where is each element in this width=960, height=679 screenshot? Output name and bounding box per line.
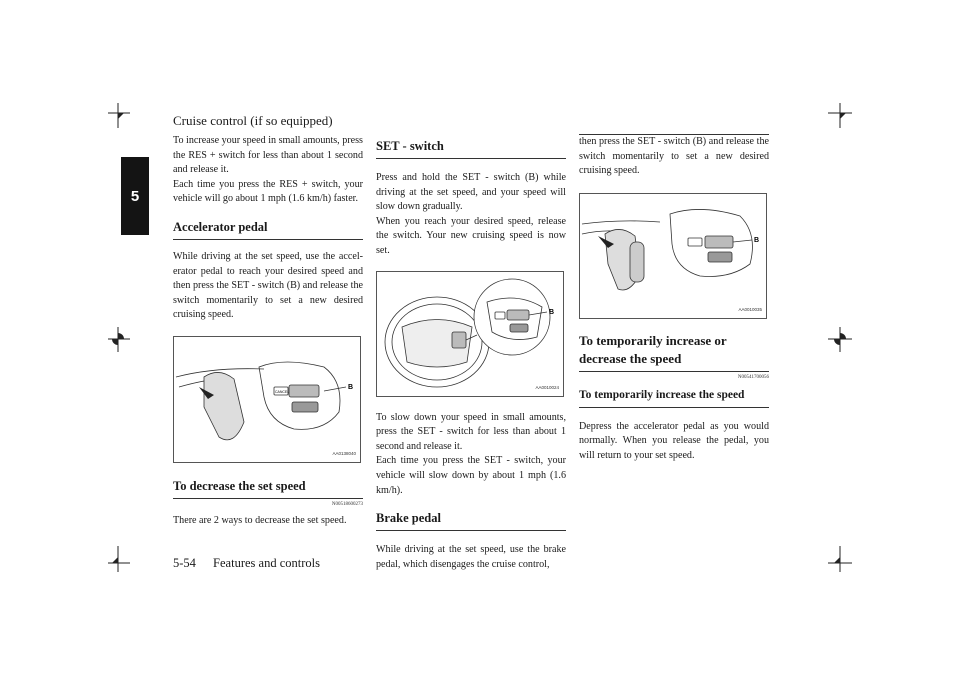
figure-steering-switch-1 xyxy=(173,336,361,463)
figure-1-callout: B xyxy=(348,383,354,391)
chapter-number: 5 xyxy=(130,187,140,205)
chapter-tab xyxy=(121,157,149,235)
brake-paragraph: While driving at the set speed, use the brake pedal, which disengages the cruise control, xyxy=(376,544,566,570)
figure-steering-switch-2 xyxy=(579,193,767,319)
cancel-label: CANCEL xyxy=(275,389,290,394)
decrease-speed-heading: To decrease the set speed xyxy=(173,478,363,499)
accelerator-paragraph: While driving at the set speed, use the accel-erator pedal to reach your desired speed and then press the SET - switch (B) and release the switch momentarily to set a new desired cruising speed. xyxy=(173,250,363,321)
temporarily-increase-heading: To temporarily increase the speed xyxy=(579,387,769,408)
figure-3-callout: B xyxy=(754,236,760,244)
column-right xyxy=(579,134,769,464)
page-header-title: Cruise control (if so equipped) xyxy=(173,113,333,128)
footer-section-name: Features and controls xyxy=(213,556,320,570)
decrease-ref-code: N00518600273 xyxy=(331,501,363,507)
figure-steering-wheel xyxy=(376,271,564,397)
decrease-paragraph: There are 2 ways to decrease the set speed. xyxy=(173,514,347,526)
column-left xyxy=(173,134,363,529)
temporarily-ref-code: N00541700056 xyxy=(737,374,769,380)
set-switch-heading: SET - switch xyxy=(376,138,566,159)
temporarily-paragraph: Depress the accelerator pedal as you would normally. When you release the pedal, you will return to your set speed. xyxy=(579,420,769,461)
column-middle xyxy=(376,134,566,572)
page-footer xyxy=(173,556,334,571)
slow-down-paragraph: To slow down your speed in small amounts, press the SET - switch for less than about 1 second and release it. Each time you press the SET - switch, your vehicle will slow down by about 1 mph (1.6 km/h). xyxy=(376,411,566,496)
intro-paragraph: To increase your speed in small amounts, press the RES + switch for less than about 1 second and release it. Each time you press the RES + switch, your vehicle will go about 1 mph (1.6 km/h) faster. xyxy=(173,135,363,205)
figure-3-code: AA0010035 xyxy=(738,306,762,312)
figure-1-code: AA0138040 xyxy=(332,450,356,456)
brake-pedal-heading: Brake pedal xyxy=(376,510,566,531)
continued-paragraph: then press the SET - switch (B) and release the switch momentarily to set a new desired cruising speed. xyxy=(579,134,769,179)
set-switch-paragraph: Press and hold the SET - switch (B) while driving at the set speed, and your speed will slow down gradually. When you reach your desired speed, release the switch. Your new cruising speed is now set. xyxy=(376,172,566,256)
footer-page-number: 5-54 xyxy=(173,556,196,570)
figure-2-callout: B xyxy=(549,308,555,316)
accelerator-pedal-heading: Accelerator pedal xyxy=(173,219,363,240)
temporarily-heading: To temporarily increase or decrease the speed xyxy=(579,332,769,372)
figure-2-code: AA0010024 xyxy=(535,384,559,390)
